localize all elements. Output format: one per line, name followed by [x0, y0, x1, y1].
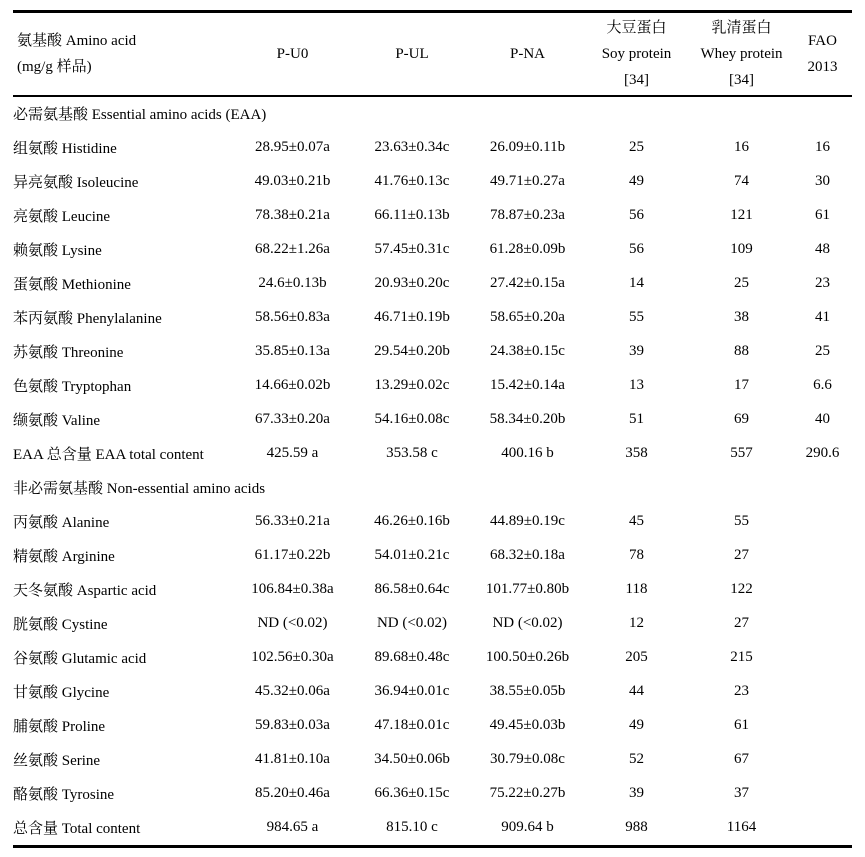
value-cell: 68.22±1.26a — [255, 241, 330, 257]
value-cell: 27.42±0.15a — [490, 275, 565, 291]
value-cell: 46.26±0.16b — [374, 513, 450, 529]
value-cell: 36.94±0.01c — [374, 683, 450, 699]
table-row — [13, 573, 852, 607]
value-cell: 67 — [734, 751, 749, 767]
section-label: 必需氨基酸 Essential amino acids (EAA) — [13, 107, 267, 123]
value-cell: 27 — [734, 615, 749, 631]
value-cell: 38 — [734, 309, 749, 325]
value-cell: 353.58 c — [386, 445, 438, 461]
value-cell: 39 — [629, 785, 644, 801]
value-cell — [793, 777, 852, 811]
amino-acid-name: 酪氨酸 Tyrosine — [13, 787, 115, 803]
value-cell: 358 — [625, 445, 648, 461]
table-header-row — [13, 12, 852, 96]
value-cell — [793, 709, 852, 743]
value-cell: 88 — [734, 343, 749, 359]
value-cell: 118 — [625, 581, 648, 597]
amino-acid-name: 谷氨酸 Glutamic acid — [13, 651, 147, 667]
value-cell — [793, 505, 852, 539]
value-cell: 23 — [815, 275, 830, 291]
amino-acid-name: 丙氨酸 Alanine — [13, 515, 110, 531]
value-cell — [793, 539, 852, 573]
value-cell: ND (<0.02) — [492, 615, 563, 631]
value-cell: 55 — [629, 309, 644, 325]
value-cell: 102.56±0.30a — [251, 649, 334, 665]
value-cell: 30 — [815, 173, 830, 189]
value-cell: 66.11±0.13b — [374, 207, 450, 223]
value-cell: 48 — [815, 241, 830, 257]
value-cell: 61 — [815, 207, 830, 223]
value-cell: 67.33±0.20a — [255, 411, 330, 427]
header-amino-acid-line1: 氨基酸 Amino acid — [17, 32, 137, 49]
value-cell: 78.87±0.23a — [490, 207, 565, 223]
value-cell: 122 — [730, 581, 753, 597]
value-cell: 49.71±0.27a — [490, 173, 565, 189]
table-row — [13, 267, 852, 301]
value-cell: 55 — [734, 513, 749, 529]
value-cell: 61.28±0.09b — [489, 241, 566, 257]
header-whey-line1: 乳清蛋白 — [711, 19, 772, 36]
value-cell: 24.38±0.15c — [490, 343, 565, 359]
header-whey-line3: [34] — [729, 71, 754, 88]
value-cell: 23.63±0.34c — [374, 139, 450, 155]
value-cell: 44 — [629, 683, 644, 699]
table-row — [13, 233, 852, 267]
value-cell: 38.55±0.05b — [489, 683, 566, 699]
value-cell — [793, 573, 852, 607]
table-body — [13, 96, 852, 847]
table-row — [13, 505, 852, 539]
value-cell: 17 — [734, 377, 749, 393]
value-cell: 6.6 — [813, 377, 832, 393]
value-cell: 101.77±0.80b — [485, 581, 570, 597]
value-cell: 44.89±0.19c — [490, 513, 565, 529]
value-cell — [793, 641, 852, 675]
value-cell: 14 — [629, 275, 644, 291]
amino-acid-name: 丝氨酸 Serine — [13, 753, 101, 769]
value-cell: 12 — [629, 615, 644, 631]
table-row — [13, 641, 852, 675]
value-cell: 41.81±0.10a — [255, 751, 330, 767]
value-cell: 984.65 a — [266, 819, 319, 835]
value-cell: 86.58±0.64c — [374, 581, 450, 597]
value-cell: 25 — [734, 275, 749, 291]
value-cell: 20.93±0.20c — [374, 275, 450, 291]
amino-acid-name: 异亮氨酸 Isoleucine — [13, 175, 139, 191]
value-cell: 49 — [629, 173, 644, 189]
value-cell: ND (<0.02) — [376, 615, 448, 631]
table-row — [13, 301, 852, 335]
table-row — [13, 335, 852, 369]
table-row — [13, 131, 852, 165]
value-cell: 34.50±0.06b — [374, 751, 450, 767]
value-cell: 54.16±0.08c — [374, 411, 450, 427]
value-cell: 100.50±0.26b — [485, 649, 570, 665]
value-cell: 25 — [629, 139, 644, 155]
value-cell: 27 — [734, 547, 749, 563]
section-header-row — [13, 471, 852, 505]
value-cell: 57.45±0.31c — [374, 241, 450, 257]
value-cell: 75.22±0.27b — [489, 785, 566, 801]
table-row — [13, 165, 852, 199]
value-cell: 59.83±0.03a — [255, 717, 330, 733]
value-cell: 66.36±0.15c — [374, 785, 450, 801]
amino-acid-name: 脯氨酸 Proline — [13, 719, 106, 735]
value-cell: 49.45±0.03b — [489, 717, 566, 733]
value-cell: 30.79±0.08c — [490, 751, 565, 767]
value-cell: 815.10 c — [386, 819, 438, 835]
section-header-row — [13, 96, 852, 131]
value-cell: 69 — [734, 411, 749, 427]
amino-acid-name: 苯丙氨酸 Phenylalanine — [13, 311, 162, 327]
amino-acid-name: 苏氨酸 Threonine — [13, 345, 124, 361]
header-whey-line2: Whey protein — [700, 45, 783, 62]
value-cell: 52 — [629, 751, 644, 767]
value-cell: 24.6±0.13b — [258, 275, 327, 291]
header-p-u0: P-U0 — [233, 12, 352, 96]
value-cell: 46.71±0.19b — [374, 309, 450, 325]
amino-acid-name: 蛋氨酸 Methionine — [13, 277, 131, 293]
value-cell: 909.64 b — [501, 819, 554, 835]
value-cell — [793, 607, 852, 641]
value-cell: 45 — [629, 513, 644, 529]
value-cell: 290.6 — [805, 445, 840, 461]
amino-acid-name: 天冬氨酸 Aspartic acid — [13, 583, 157, 599]
value-cell: ND (<0.02) — [257, 615, 328, 631]
value-cell: 51 — [629, 411, 644, 427]
value-cell: 58.65±0.20a — [490, 309, 565, 325]
value-cell: 68.32±0.18a — [490, 547, 565, 563]
header-fao — [793, 12, 852, 96]
value-cell: 14.66±0.02b — [254, 377, 331, 393]
value-cell: 121 — [730, 207, 753, 223]
amino-acid-name: 精氨酸 Arginine — [13, 549, 115, 565]
amino-acid-name: 总含量 Total content — [13, 821, 141, 837]
table-row — [13, 199, 852, 233]
value-cell: 40 — [815, 411, 830, 427]
value-cell: 49.03±0.21b — [254, 173, 331, 189]
value-cell: 106.84±0.38a — [251, 581, 334, 597]
value-cell: 25 — [815, 343, 830, 359]
table-row — [13, 777, 852, 811]
amino-acid-name: 色氨酸 Tryptophan — [13, 379, 132, 395]
value-cell: 425.59 a — [266, 445, 319, 461]
value-cell: 23 — [734, 683, 749, 699]
value-cell: 16 — [734, 139, 749, 155]
value-cell: 56 — [629, 207, 644, 223]
value-cell: 54.01±0.21c — [374, 547, 450, 563]
value-cell: 74 — [734, 173, 749, 189]
amino-acid-name: 缬氨酸 Valine — [13, 413, 101, 429]
value-cell: 56 — [629, 241, 644, 257]
table-row — [13, 675, 852, 709]
amino-acid-table — [13, 10, 852, 848]
value-cell: 15.42±0.14a — [490, 377, 565, 393]
section-label: 非必需氨基酸 Non-essential amino acids — [13, 481, 266, 497]
amino-acid-name: 赖氨酸 Lysine — [13, 243, 102, 259]
value-cell: 16 — [815, 139, 830, 155]
value-cell: 78.38±0.21a — [255, 207, 330, 223]
value-cell: 85.20±0.46a — [255, 785, 330, 801]
table-row — [13, 709, 852, 743]
header-soy-protein — [583, 12, 690, 96]
table-row — [13, 743, 852, 777]
value-cell: 109 — [730, 241, 753, 257]
value-cell: 45.32±0.06a — [255, 683, 330, 699]
amino-acid-name: 胱氨酸 Cystine — [13, 617, 108, 633]
value-cell — [793, 675, 852, 709]
value-cell: 49 — [629, 717, 644, 733]
value-cell: 41 — [815, 309, 830, 325]
value-cell: 61.17±0.22b — [254, 547, 331, 563]
amino-acid-name: EAA 总含量 EAA total content — [13, 447, 204, 463]
value-cell: 41.76±0.13c — [374, 173, 450, 189]
header-soy-line1: 大豆蛋白 — [606, 19, 667, 36]
value-cell — [793, 743, 852, 777]
table-row — [13, 811, 852, 847]
value-cell: 61 — [734, 717, 749, 733]
value-cell: 47.18±0.01c — [374, 717, 450, 733]
value-cell: 58.34±0.20b — [489, 411, 566, 427]
value-cell: 28.95±0.07a — [255, 139, 330, 155]
value-cell: 58.56±0.83a — [255, 309, 330, 325]
amino-acid-name: 甘氨酸 Glycine — [13, 685, 110, 701]
table-row — [13, 437, 852, 471]
amino-acid-name: 组氨酸 Histidine — [13, 141, 117, 157]
value-cell: 39 — [629, 343, 644, 359]
value-cell: 26.09±0.11b — [489, 139, 566, 155]
value-cell: 13 — [629, 377, 644, 393]
value-cell: 205 — [625, 649, 648, 665]
header-fao-line2: 2013 — [807, 58, 838, 75]
header-soy-line2: Soy protein — [601, 45, 672, 62]
value-cell: 89.68±0.48c — [374, 649, 450, 665]
header-p-na: P-NA — [472, 12, 583, 96]
header-amino-acid — [13, 12, 233, 96]
value-cell: 400.16 b — [501, 445, 554, 461]
header-soy-line3: [34] — [624, 71, 649, 88]
value-cell: 37 — [734, 785, 749, 801]
header-p-ul: P-UL — [352, 12, 472, 96]
table-row — [13, 403, 852, 437]
table-row — [13, 369, 852, 403]
value-cell: 56.33±0.21a — [255, 513, 330, 529]
value-cell: 13.29±0.02c — [374, 377, 450, 393]
value-cell: 215 — [730, 649, 753, 665]
header-amino-acid-line2: (mg/g 样品) — [17, 58, 92, 75]
header-whey-protein — [690, 12, 793, 96]
value-cell: 988 — [625, 819, 648, 835]
value-cell: 29.54±0.20b — [374, 343, 450, 359]
header-fao-line1: FAO — [808, 32, 837, 49]
value-cell: 557 — [730, 445, 753, 461]
value-cell: 78 — [629, 547, 644, 563]
value-cell: 1164 — [726, 819, 757, 835]
amino-acid-name: 亮氨酸 Leucine — [13, 209, 111, 225]
value-cell: 35.85±0.13a — [255, 343, 330, 359]
table-row — [13, 607, 852, 641]
table-row — [13, 539, 852, 573]
value-cell — [793, 811, 852, 847]
